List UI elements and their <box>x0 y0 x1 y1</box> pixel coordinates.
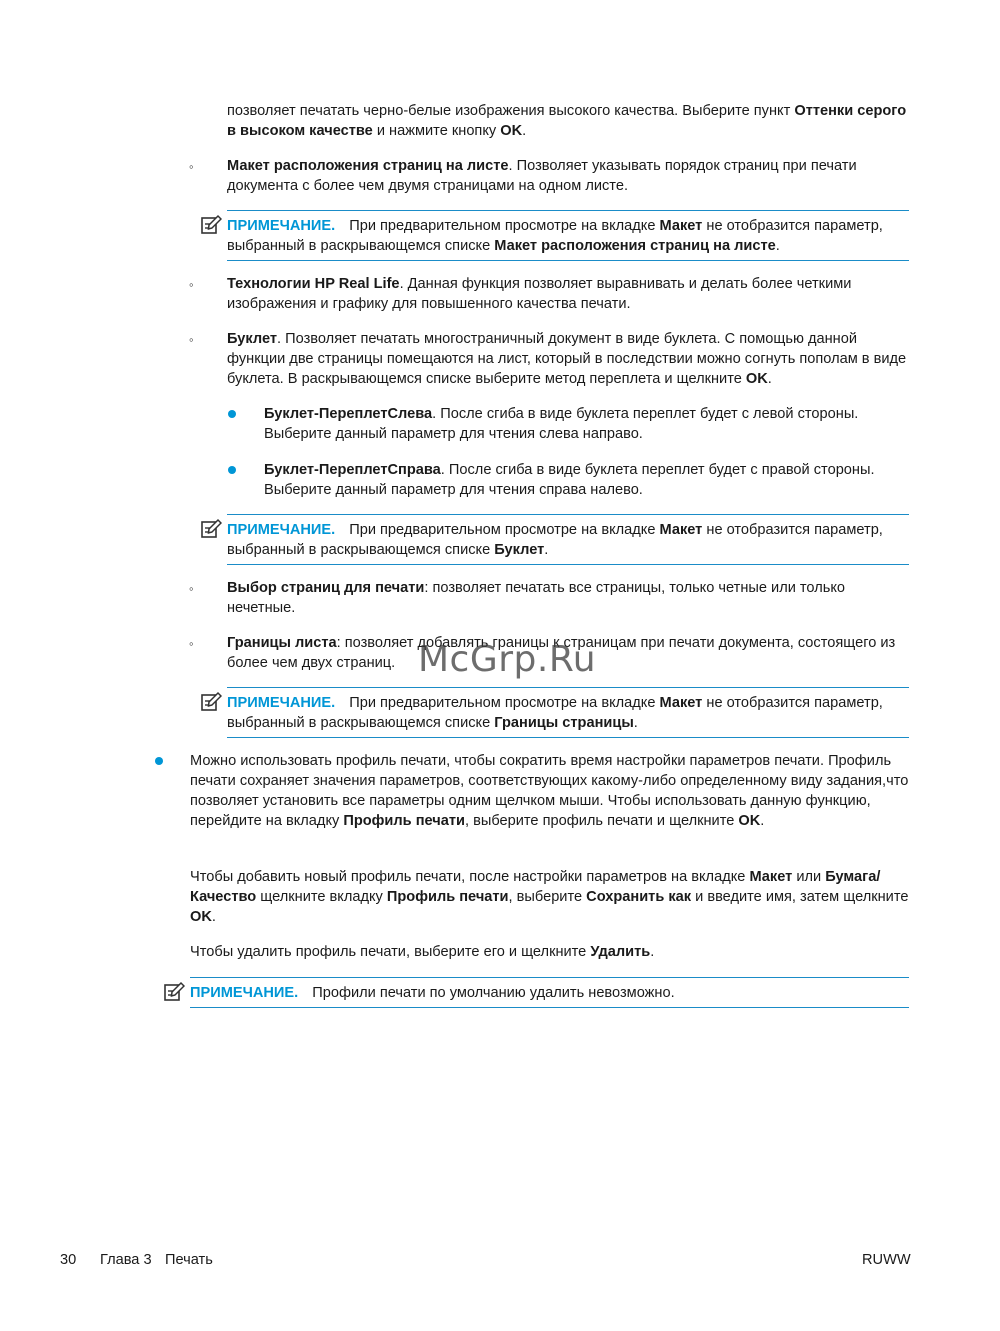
bullet-dot-icon <box>228 466 236 474</box>
note-box: ПРИМЕЧАНИЕ. Профили печати по умолчанию удалить невозможно. <box>190 977 909 1008</box>
note-box: ПРИМЕЧАНИЕ. При предварительном просмотре на вкладке Макет не отобразится параметр, выбранный в раскрывающемся списке Границы страницы. <box>227 687 909 738</box>
list-item-layout: Макет расположения страниц на листе. Позволяет указывать порядок страниц при печати документа с более чем двумя страницами на одном листе. <box>227 158 857 194</box>
profile-delete-paragraph: Чтобы удалить профиль печати, выберите его и щелкните Удалить. <box>190 944 655 960</box>
note-pencil-icon <box>200 690 222 712</box>
bullet-dot-icon <box>228 410 236 418</box>
list-item-pages: Выбор страниц для печати: позволяет печатать все страницы, только четные или только нечетные. <box>227 580 846 616</box>
note-label: ПРИМЕЧАНИЕ. <box>190 985 299 1001</box>
bullet-dot-icon <box>155 757 163 765</box>
open-bullet-icon: ◦ <box>189 332 194 347</box>
list-item-reallife: Технологии HP Real Life. Данная функция позволяет выравнивать и делать более четкими изображения и графику для повышенного качества печати. <box>227 276 852 312</box>
note-pencil-icon <box>200 213 222 235</box>
note-box: ПРИМЕЧАНИЕ. При предварительном просмотре на вкладке Макет не отобразится параметр, выбранный в раскрывающемся списке Макет расположения страниц на листе. <box>227 210 909 261</box>
note-box: ПРИМЕЧАНИЕ. При предварительном просмотре на вкладке Макет не отобразится параметр, выбранный в раскрывающемся списке Буклет. <box>227 514 909 565</box>
intro-paragraph: позволяет печатать черно-белые изображения высокого качества. Выберите пункт Оттенки серого в высоком качестве и нажмите кнопку OK. <box>227 103 907 139</box>
note-pencil-icon <box>200 517 222 539</box>
list-item-booklet-left: Буклет-ПереплетСлева. После сгиба в виде буклета переплет будет с левой стороны. Выберите данный параметр для чтения слева направо. <box>264 406 859 442</box>
note-pencil-icon <box>163 980 185 1002</box>
open-bullet-icon: ◦ <box>189 581 194 596</box>
page-number: 30 <box>60 1252 77 1268</box>
doc-code: RUWW <box>862 1252 911 1268</box>
list-item-booklet-right: Буклет-ПереплетСправа. После сгиба в виде буклета переплет будет с правой стороны. Выберите данный параметр для чтения справа налево. <box>264 462 875 498</box>
list-item-booklet: Буклет. Позволяет печатать многостраничный документ в виде буклета. С помощью данной функции две страницы помещаются на лист, который в последствии можно согнуть пополам в виде буклета. В раскрывающемся списке выберите метод переплета и щелкните OK. <box>227 331 907 387</box>
note-label: ПРИМЕЧАНИЕ. <box>227 218 336 234</box>
section-label: Печать <box>165 1252 213 1268</box>
note-label: ПРИМЕЧАНИЕ. <box>227 522 336 538</box>
list-item-borders: Границы листа: позволяет добавлять границы к страницам при печати документа, состоящего из более чем двух страниц. <box>227 635 896 671</box>
chapter-label: Глава 3 <box>100 1252 152 1268</box>
note-label: ПРИМЕЧАНИЕ. <box>227 695 336 711</box>
open-bullet-icon: ◦ <box>189 277 194 292</box>
watermark: McGrp.Ru <box>418 639 597 680</box>
profile-paragraph: Можно использовать профиль печати, чтобы сократить время настройки параметров печати. Профиль печати сохраняет значения параметров, соответствующих какому-либо определенному виду задания,что позволяет установить все параметры одним щелчком мыши. Чтобы использовать данную функцию, перейдите на вкладку Профиль печати, выберите профиль печати и щелкните OK. <box>190 753 909 829</box>
open-bullet-icon: ◦ <box>189 159 194 174</box>
profile-add-paragraph: Чтобы добавить новый профиль печати, после настройки параметров на вкладке Макет или Бумага/Качество щелкните вкладку Профиль печати, выберите Сохранить как и введите имя, затем щелкните OK. <box>190 869 909 925</box>
open-bullet-icon: ◦ <box>189 636 194 651</box>
